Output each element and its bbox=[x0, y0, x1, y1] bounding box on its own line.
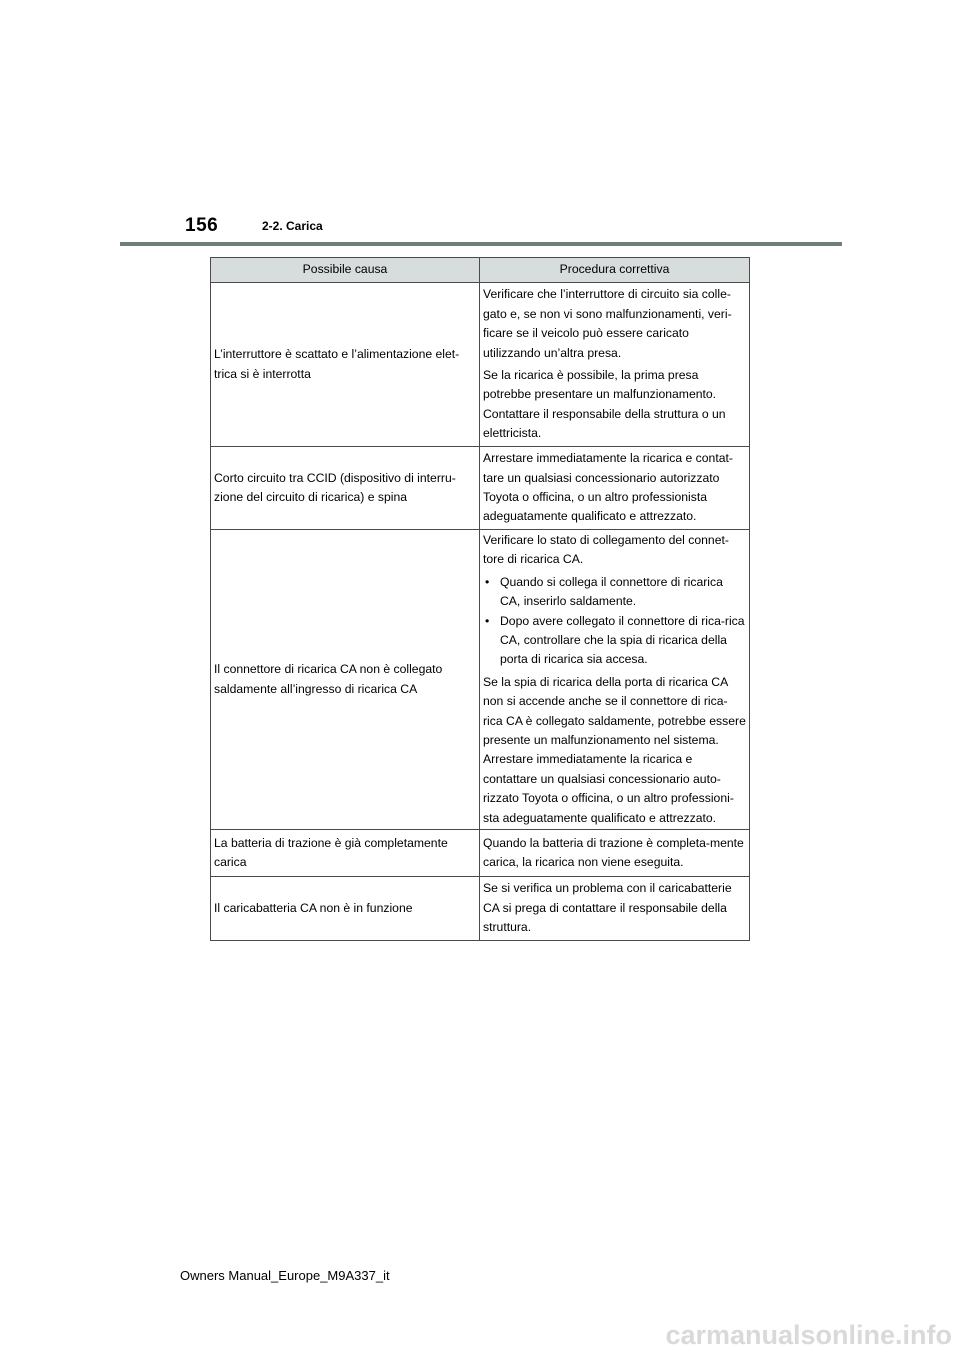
cause-cell: Il caricabatteria CA non è in funzione bbox=[211, 877, 480, 941]
cause-cell: L’interruttore è scattato e l’alimentazione elet-trica si è interrotta bbox=[211, 283, 480, 447]
bullet-marker: • bbox=[485, 574, 490, 589]
remedy-paragraph: Se si verifica un problema con il caricabatterie CA si prega di contattare il responsabile della struttura. bbox=[483, 881, 732, 935]
remedy-cell bbox=[480, 530, 750, 830]
troubleshooting-table bbox=[210, 257, 750, 941]
header-divider bbox=[120, 242, 842, 246]
bullet-marker: • bbox=[485, 613, 490, 628]
remedy-paragraph: Verificare che l’interruttore di circuito sia colle-gato e, se non vi sono malfunzionamenti, veri-ficare se il veicolo può essere caricato utilizzando un’altra presa. bbox=[483, 287, 732, 360]
remedy-paragraph: Se la ricarica è possibile, la prima presa potrebbe presentare un malfunzionamento. Contattare il responsabile della struttura o un elettricista. bbox=[483, 368, 726, 441]
footer-manual-id: Owners Manual_Europe_M9A337_it bbox=[180, 1268, 390, 1283]
table-header-row bbox=[211, 258, 750, 283]
remedy-paragraph: Arrestare immediatamente la ricarica e contat-tare un qualsiasi concessionario autorizzato Toyota o officina, o un altro professionista adeguatamente qualificato e attrezzato. bbox=[483, 451, 733, 524]
table-row bbox=[211, 830, 750, 877]
list-item-text: Quando si collega il connettore di ricarica CA, inserirlo saldamente. bbox=[500, 574, 723, 609]
table-row bbox=[211, 877, 750, 941]
remedy-cell bbox=[480, 283, 750, 447]
remedy-cell bbox=[480, 447, 750, 530]
list-item bbox=[483, 573, 746, 612]
remedy-bullet-list bbox=[483, 573, 746, 670]
remedy-paragraph: Verificare lo stato di collegamento del connet-tore di ricarica CA. bbox=[483, 533, 729, 567]
cause-cell: La batteria di trazione è già completamente carica bbox=[211, 830, 480, 877]
remedy-cell bbox=[480, 877, 750, 941]
cause-cell: Il connettore di ricarica CA non è collegato saldamente all’ingresso di ricarica CA bbox=[211, 530, 480, 830]
cause-cell: Corto circuito tra CCID (dispositivo di interru-zione del circuito di ricarica) e spina bbox=[211, 447, 480, 530]
remedy-cell bbox=[480, 830, 750, 877]
remedy-paragraph: Se la spia di ricarica della porta di ricarica CA non si accende anche se il connettore di rica-rica CA è collegato saldamente, potrebbe essere presente un malfunzionamento nel sistema. Arrestare immediatamente la ricarica e contattare un qualsiasi concessionario auto-rizzato Toyota o officina, o un altro professioni-sta adeguatamente qualificato e attrezzato. bbox=[483, 674, 746, 825]
remedy-paragraph: Quando la batteria di trazione è completa-mente carica, la ricarica non viene eseguita. bbox=[483, 835, 744, 870]
list-item bbox=[483, 612, 746, 670]
table-row bbox=[211, 447, 750, 530]
table-row bbox=[211, 530, 750, 830]
watermark: carmanualsonline.info bbox=[665, 1320, 952, 1350]
table-row bbox=[211, 283, 750, 447]
page-number: 156 bbox=[185, 215, 219, 236]
column-header-remedy: Procedura correttiva bbox=[480, 258, 750, 283]
list-item-text: Dopo avere collegato il connettore di rica-rica CA, controllare che la spia di ricarica della porta di ricarica sia accesa. bbox=[500, 613, 745, 667]
column-header-cause: Possibile causa bbox=[211, 258, 480, 283]
section-title: 2-2. Carica bbox=[262, 219, 323, 233]
